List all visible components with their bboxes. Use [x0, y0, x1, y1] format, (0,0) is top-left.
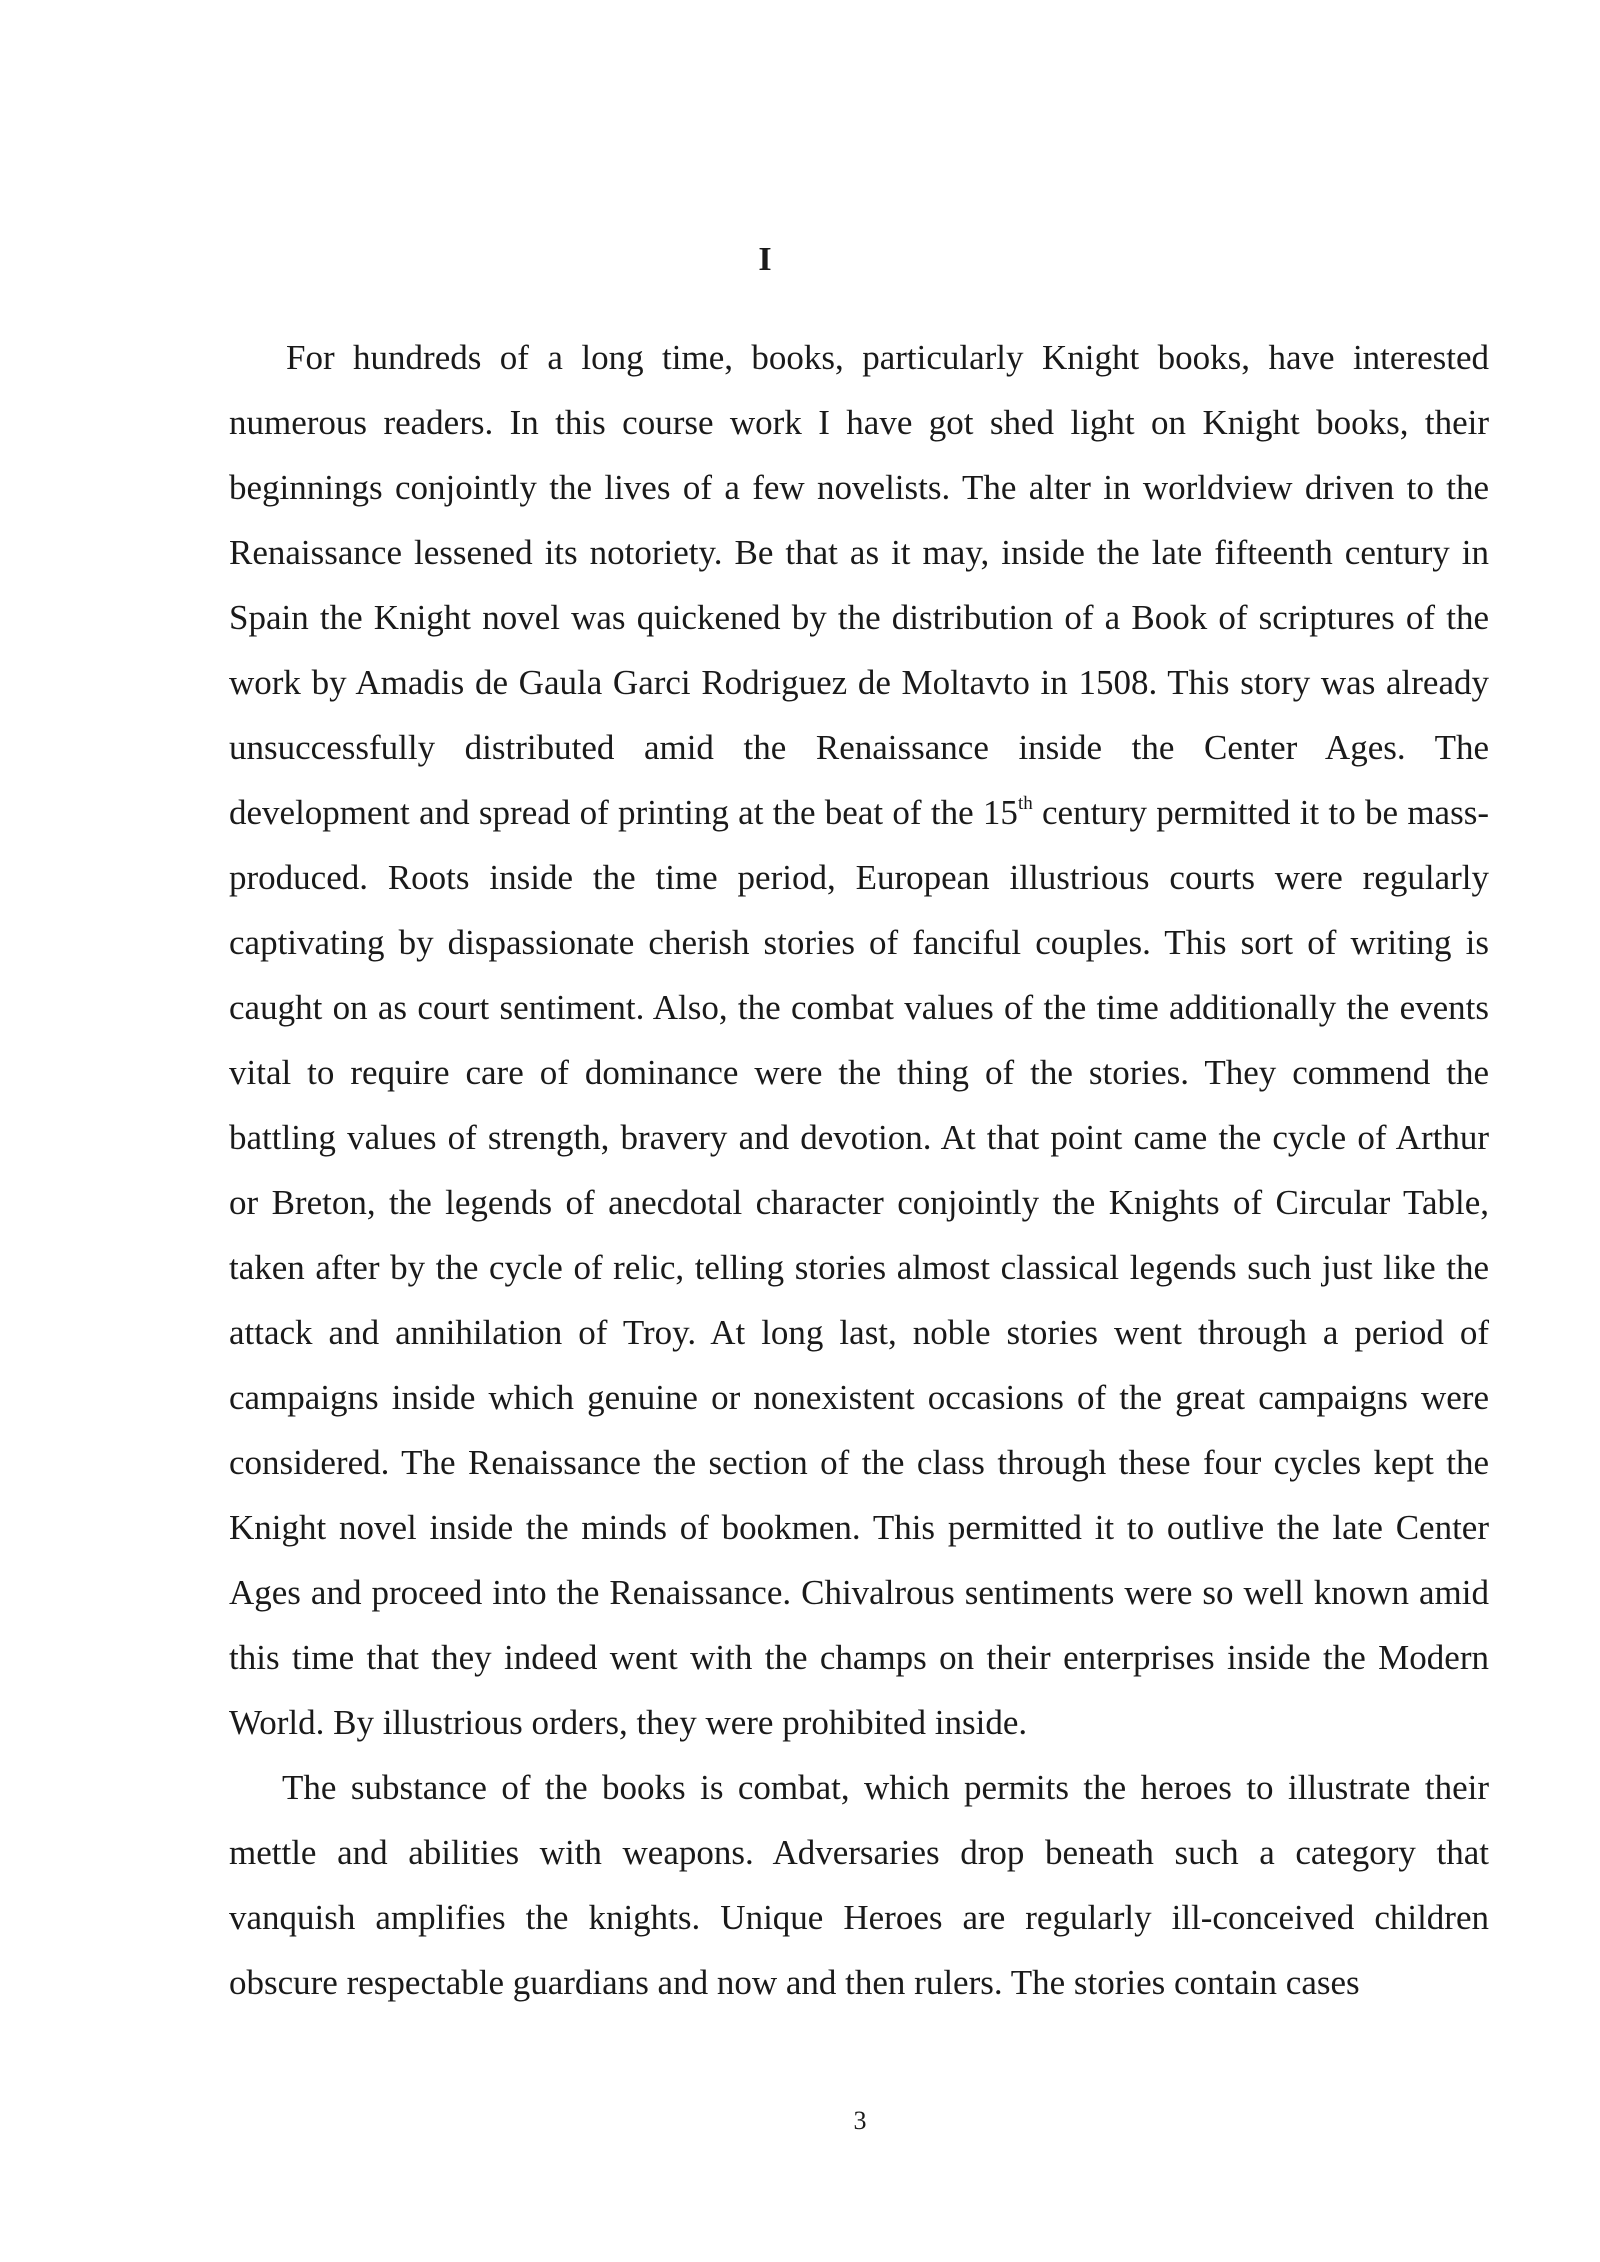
- ordinal-suffix: th: [1017, 793, 1033, 814]
- chapter-heading: I: [758, 241, 772, 278]
- paragraph-2: The substance of the books is combat, which permits the heroes to illustrate their mettle and abilities with weapons. Adversaries drop beneath such a category that vanquish amplifies the knights. Unique Heroes are regularly ill-conceived children obscure respectable guardians and now and then rulers. The stories contain cases: [229, 1768, 1489, 2002]
- paragraph-1-text-end: century permitted it to be mass-produced. Roots inside the time period, European illustrious courts were regularly captivating by dispassionate cherish stories of fanciful couples. This sort of writing is caught on as court sentiment. Also, the combat values of the time additionally the events vital to require care of dominance were the thing of the stories. They commend the battling values of strength, bravery and devotion. At that point came the cycle of Arthur or Breton, the legends of anecdotal character conjointly the Knights of Circular Table, taken after by the cycle of relic, telling stories almost classical legends such just like the attack and annihilation of Troy. At long last, noble stories went through a period of campaigns inside which genuine or nonexistent occasions of the great campaigns were considered. The Renaissance the section of the class through these four cycles kept the Knight novel inside the minds of bookmen. This permitted it to outlive the late Center Ages and proceed into the Renaissance. Chivalrous sentiments were so well known amid this time that they indeed went with the champs on their enterprises inside the Modern World. By illustrious orders, they were prohibited inside.: [229, 793, 1489, 1742]
- paragraph-1: [229, 325, 1489, 1755]
- paragraph-1-text-start: For hundreds of a long time, books, particularly Knight books, have interested numerous readers. In this course work I have got shed light on Knight books, their beginnings conjointly the lives of a few novelists. The alter in worldview driven to the Renaissance lessened its notoriety. Be that as it may, inside the late fifteenth century in Spain the Knight novel was quickened by the distribution of a Book of scriptures of the work by Amadis de Gaula Garci Rodriguez de Moltavto in 1508. This story was already unsuccessfully distributed amid the Renaissance inside the Center Ages. The development and spread of printing at the beat of the 15: [229, 338, 1489, 832]
- page-number: 3: [853, 2106, 867, 2135]
- body-text: [229, 325, 1489, 2015]
